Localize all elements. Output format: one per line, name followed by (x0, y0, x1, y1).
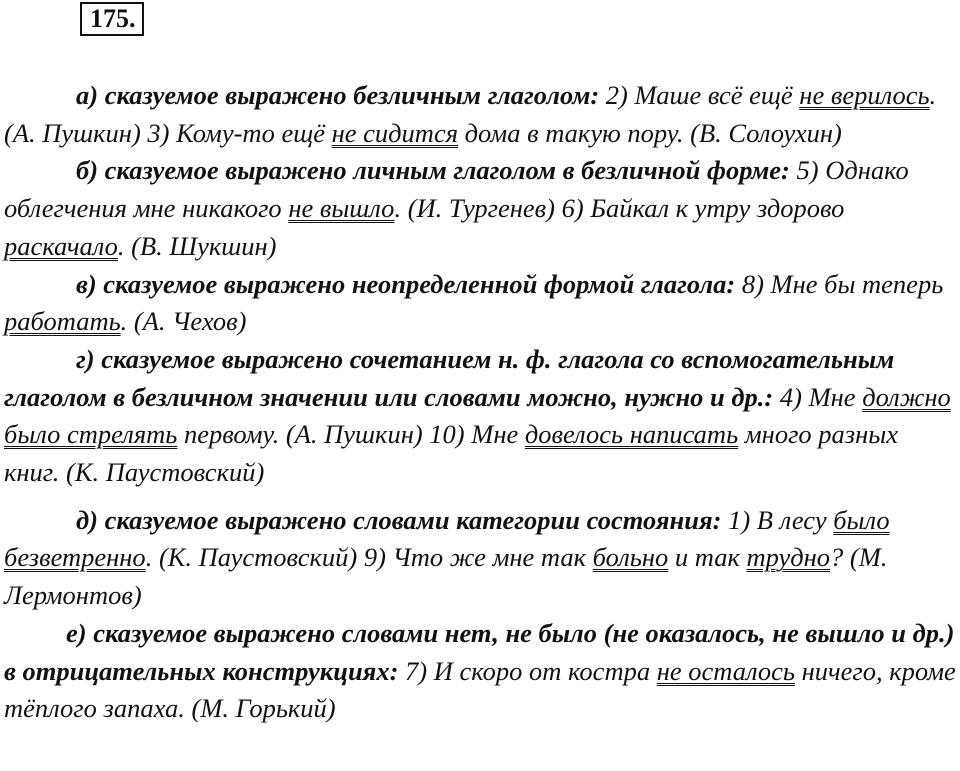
section-heading: а) сказуемое выражено безличным глаголом: (76, 80, 600, 110)
predicate: не вышло (288, 193, 395, 224)
predicate: не осталось (656, 655, 795, 686)
sentence-text: 5) Однако облегчения мне никакого (4, 155, 909, 224)
predicate: трудно (746, 542, 831, 573)
sentence-text: 8) Мне бы теперь (735, 268, 944, 299)
sentence-text: 7) И скоро от костра (398, 655, 657, 686)
section-e (4, 615, 956, 728)
section-heading: б) сказуемое выражено личным глаголом в безличной форме: (76, 155, 790, 186)
exercise-text (4, 77, 956, 728)
predicate: работать (4, 306, 121, 337)
predicate: больно (592, 542, 669, 573)
section-heading: в) сказуемое выражено неопределенной формой глагола: (76, 268, 736, 299)
section-heading: е) сказуемое выражено словами нет, не было (не оказалось, не вышло и др.) в отрицательных конструкциях: (4, 617, 955, 686)
section-heading: д) сказуемое выражено словами категории состояния: (76, 504, 722, 535)
section-d (4, 502, 956, 615)
sentence-text: 4) Мне (773, 381, 863, 412)
predicate: не верилось (799, 80, 930, 110)
section-g (4, 341, 956, 492)
predicate: не сидится (331, 117, 459, 148)
sentence-text: дома в такую пору. (В. Солоухин) (458, 117, 842, 148)
sentence-text: . (И. Тургенев) 6) Байкал к утру здорово (394, 193, 845, 224)
sentence-text: 1) В лесу (721, 504, 834, 535)
sentence-text: . (В. Шукшин) (117, 230, 277, 261)
sentence-text: и так (668, 542, 747, 573)
sentence-text: . (А. Чехов) (120, 306, 247, 337)
section-a (4, 77, 956, 152)
section-v (4, 266, 956, 341)
sentence-text: ? (М. Лермонтов) (4, 542, 888, 611)
predicate: должно было стрелять (4, 381, 951, 450)
sentence-text: первому. (А. Пушкин) 10) Мне (177, 419, 525, 450)
section-heading: г) сказуемое выражено сочетанием н. ф. глагола со вспомогательным глаголом в безличном значении или словами можно, нужно и др.: (4, 343, 895, 412)
predicate: довелось написать (524, 419, 739, 450)
sentence-text: 2) Маше всё ещё (599, 80, 800, 110)
section-b (4, 152, 956, 265)
sentence-text: . (А. Пушкин) 3) Кому-то ещё (4, 80, 937, 148)
sentence-text: много разных книг. (К. Паустовский) (4, 419, 898, 488)
exercise-number: 175. (80, 2, 144, 36)
sentence-text: ничего, кроме тёплого запаха. (М. Горький) (4, 655, 956, 724)
predicate: раскачало (4, 230, 118, 261)
predicate: было безветренно (4, 504, 890, 573)
sentence-text: . (К. Паустовский) 9) Что же мне так (145, 542, 593, 573)
